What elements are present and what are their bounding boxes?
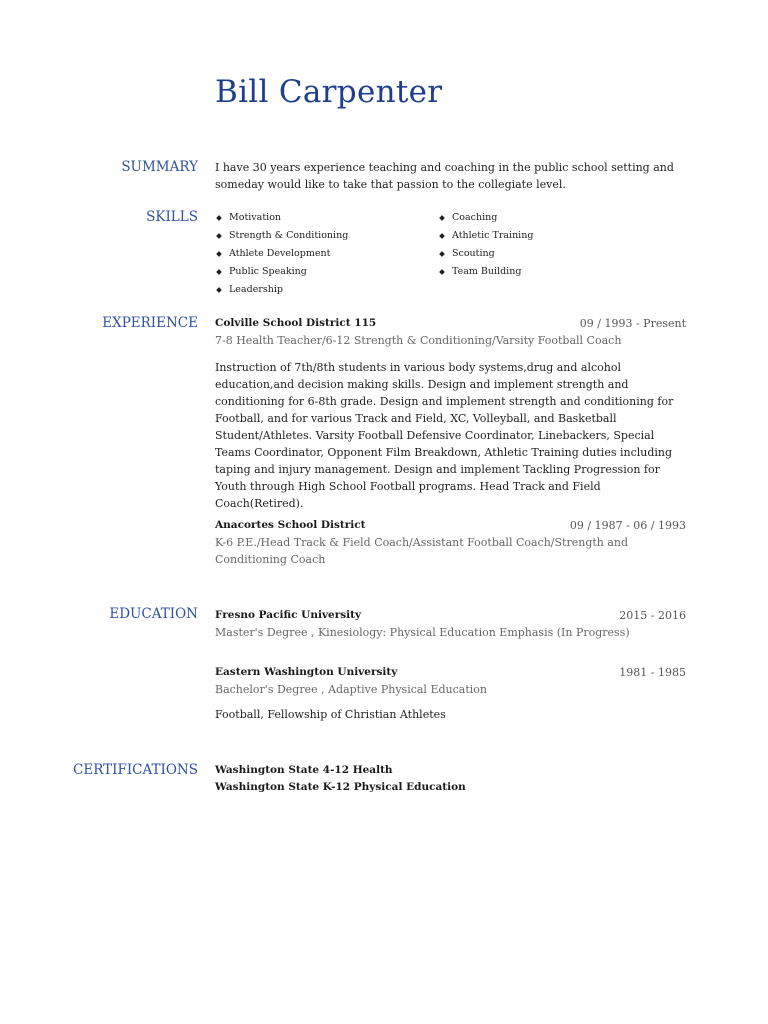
section-label-skills: SKILLS [146, 209, 198, 225]
section-label-certifications: CERTIFICATIONS [73, 762, 198, 778]
bullet-icon [216, 269, 222, 275]
section-label-experience: EXPERIENCE [102, 315, 198, 331]
bullet-icon [216, 233, 222, 239]
education-entry [215, 664, 686, 723]
experience-entry [215, 517, 686, 568]
skill-item [215, 263, 438, 281]
skills-list [215, 209, 665, 299]
skill-label: Motivation [229, 212, 282, 223]
skill-item [438, 245, 661, 263]
section-label-summary: SUMMARY [121, 159, 198, 175]
employment-dates: 09 / 1987 - 06 / 1993 [569, 519, 686, 532]
skill-label: Leadership [229, 284, 283, 295]
certification-item: Washington State K-12 Physical Education [215, 781, 466, 793]
skill-item [215, 209, 438, 227]
school-name: Eastern Washington University [215, 666, 398, 678]
skill-label: Team Building [452, 266, 522, 277]
job-title: 7-8 Health Teacher/6-12 Strength & Conditioning/Varsity Football Coach [215, 334, 622, 347]
degree: Master's Degree , Kinesiology: Physical Education Emphasis (In Progress) [215, 626, 630, 639]
employer-name: Anacortes School District [215, 519, 366, 531]
summary-text: I have 30 years experience teaching and coaching in the public school setting and someday would like to take that passion to the collegiate level. [215, 161, 674, 191]
skill-label: Coaching [452, 212, 498, 223]
employment-dates: 09 / 1993 - Present [579, 317, 686, 330]
summary-block [215, 159, 686, 193]
skill-item [215, 227, 438, 245]
bullet-icon [439, 269, 445, 275]
experience-entry [215, 315, 686, 512]
bullet-icon [439, 215, 445, 221]
skill-item [438, 263, 661, 281]
education-dates: 2015 - 2016 [619, 609, 686, 622]
section-label-education: EDUCATION [109, 606, 198, 622]
skill-label: Strength & Conditioning [229, 230, 349, 241]
certification-item: Washington State 4-12 Health [215, 764, 393, 776]
employer-name: Colville School District 115 [215, 317, 377, 329]
skill-item [215, 281, 438, 299]
skill-item [215, 245, 438, 263]
skill-item [438, 209, 661, 227]
resume-name: Bill Carpenter [215, 74, 443, 110]
bullet-icon [439, 251, 445, 257]
skill-label: Scouting [452, 248, 495, 259]
skill-label: Athletic Training [452, 230, 534, 241]
education-entry [215, 607, 686, 641]
skill-label: Athlete Development [229, 248, 331, 259]
certifications-list [215, 762, 686, 796]
bullet-icon [216, 215, 222, 221]
bullet-icon [216, 251, 222, 257]
education-activities: Football, Fellowship of Christian Athletes [215, 708, 446, 721]
school-name: Fresno Pacific University [215, 609, 362, 621]
bullet-icon [439, 233, 445, 239]
job-description: Instruction of 7th/8th students in various body systems,drug and alcohol education,and decision making skills. Design and implement strength and conditioning for 6-8th grade. Design and implement strength and conditioning for Football, and for various Track and Field, XC, Volleyball, and Basketball Student/Athletes. Varsity Football Defensive Coordinator, Linebackers, Special Teams Coordinator, Opponent Film Breakdown, Athletic Training duties including taping and injury management. Design and implement Tackling Progression for Youth through High School Football programs. Head Track and Field Coach(Retired). [215, 361, 674, 510]
skill-item [438, 227, 661, 245]
education-dates: 1981 - 1985 [619, 666, 686, 679]
degree: Bachelor's Degree , Adaptive Physical Education [215, 683, 487, 696]
skill-label: Public Speaking [229, 266, 307, 277]
bullet-icon [216, 287, 222, 293]
job-title: K-6 P.E./Head Track & Field Coach/Assistant Football Coach/Strength and Conditioning Coach [215, 536, 629, 566]
